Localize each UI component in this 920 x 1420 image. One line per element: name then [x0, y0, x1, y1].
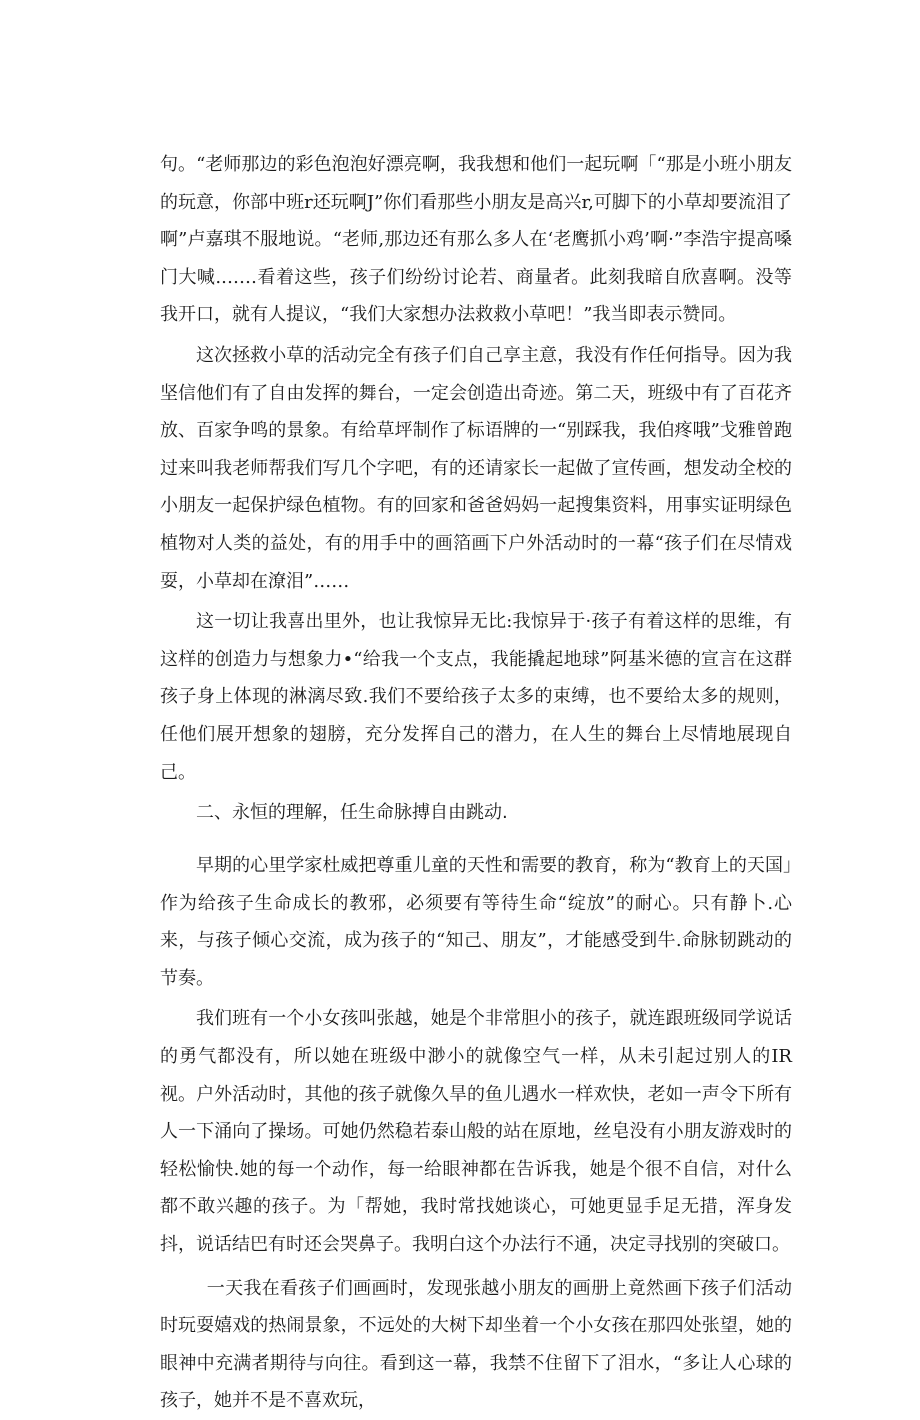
- section-heading: 二、永恒的理解，任生命脉搏自由跳动.: [196, 802, 508, 824]
- paragraph-save-the-grass: 这次拯救小草的活动完全有孩子们自己享主意，我没有作任何指导。因为我坚信他们有了自由发挥的舞台，一定会创造出奇迹。第二天，班级中有了百花齐放、百家争鸣的景象。有给草坪制作了标语牌的一“别踩我，我伯疼哦”戈雅曾跑过来叫我老师帮我们写几个字吧，有的还请家长一起做了宣传画，想发动全校的小朋友一起保护绿色植物。有的回家和爸爸妈妈一起搜集资料，用事实证明绿色植物对人类的益处，有的用手中的画箔画下户外活动时的一幕“孩子们在尽情戏耍，小草却在潦泪”……: [160, 344, 792, 592]
- paragraph-drawing-discovery: 一天我在看孩子们画画时，发现张越小朋友的画册上竟然画下孩子们活动时玩耍嬉戏的热闹景象，不远处的大树下却坐着一个小女孩在那四处张望，她的眼神中充满者期待与向往。看到这一幕，我禁不住留下了泪水，“多让人心球的孩子，她并不是不喜欢玩，: [160, 1277, 792, 1412]
- paragraph-dewey-education: 早期的心里学家杜威把尊重儿童的天性和需要的教育，称为“教育上的天国」作为给孩子生命成长的教邪，必须要有等待生命“绽放”的耐心。只有静卜.心来，与孩子倾心交流，成为孩子的“知己、朋友”，才能感受到牛.命脉韧跳动的节奏。: [160, 855, 792, 989]
- paragraph-shy-girl-zhangyue: 我们班有一个小女孩叫张越，她是个非常胆小的孩子，就连跟班级同学说话的勇气都没有，所以她在班级中渺小的就像空气一样，从未引起过别人的IR视。户外活动时，其他的孩子就像久旱的鱼儿遇水一样欢快，老如一声令下所有人一下涌向了操场。可她仍然稳若泰山般的站在原地，丝皂没有小朋友游戏时的轻松愉快.她的每一个动作，每一给眼神都在告诉我，她是个很不自信，对什么都不敢兴趣的孩子。为「帮她，我时常找她谈心，可她更显手足无措，浑身发抖，说话结巴有时还会哭鼻子。我明白这个办法行不通，决定寻找别的突破口。: [160, 1008, 792, 1255]
- paragraph-surprise-reflection: 这一切让我喜出里外，也让我惊异无比:我惊异于·孩子有着这样的思维，有这样的创造力与想象力•“给我一个支点，我能撬起地球”阿基米德的宣言在这群孩子身上体现的淋漓尽致.我们不要给孩子太多的束缚，也不要给太多的规则，任他们展开想象的翅膀，充分发挥自己的潜力，在人生的舞台上尽情地展现自己。: [160, 611, 792, 783]
- paragraph-dialogue-continuation: 句。“老师那边的彩色泡泡好漂亮啊，我我想和他们一起玩啊「“那是小班小朋友的玩意，你部中班r还玩啊J”你们看那些小朋友是高兴r,可脚下的小草却要流泪了啊”卢嘉琪不服地说。“老师,那边还有那么多人在‘老鹰抓小鸡’啊·”李浩宇提高嗓门大喊.……看着这些，孩子们纷纷讨论若、商量者。此刻我暗自欣喜啊。没等我开口，就有人提议，“我们大家想办法救救小草吧！”我当即表示赞同。: [160, 154, 792, 326]
- document-body: [160, 146, 792, 1420]
